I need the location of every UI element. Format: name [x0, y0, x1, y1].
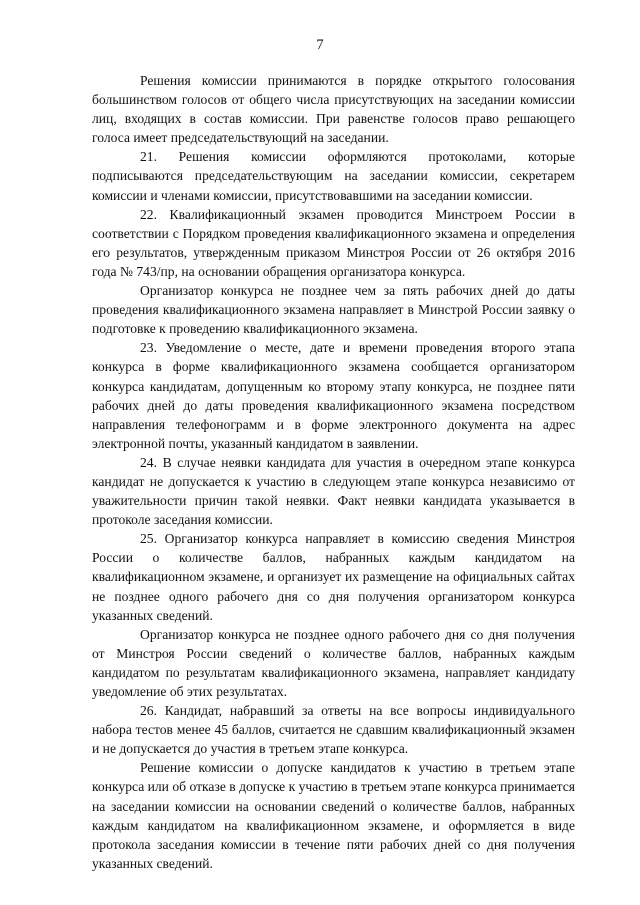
paragraph-25-results-publication: 25. Организатор конкурса направляет в комиссию сведения Минстроя России о количестве баллов, набранных каждым кандидатом на квалификационном экзамене, и организует их размещение на официальных сайтах не позднее одного рабочего дня со дня получения организатором конкурса указанных сведений. — [92, 531, 575, 623]
paragraph-23-notification: 23. Уведомление о месте, дате и времени проведения второго этапа конкурса в форме квалификационного экзамена сообщается организатором конкурса кандидатам, допущенным ко второму этапу конкурса, не позднее пяти рабочих дней до даты проведения квалификационного экзамена посредством направления телефонограмм и в форме электронного документа на адрес электронной почты, указанный кандидатом в заявлении. — [92, 340, 575, 451]
paragraph-21-protocols: 21. Решения комиссии оформляются протоколами, которые подписываются председательствующим на заседании комиссии, секретарем комиссии и членами комиссии, присутствовавшими на заседании комиссии. — [92, 149, 575, 203]
paragraph-admission-decision: Решение комиссии о допуске кандидатов к участию в третьем этапе конкурса или об отказе в допуске к участию в третьем этапе конкурса принимается на заседании комиссии на основании сведений о количестве баллов, набранных каждым кандидатом на квалификационном экзамене, и оформляется в виде протокола заседания комиссии в течение пяти рабочих дней со дня получения указанных сведений. — [92, 760, 575, 871]
paragraph-22-qualification-exam: 22. Квалификационный экзамен проводится Минстроем России в соответствии с Порядком проведения квалификационного экзамена и определения его результатов, утвержденным приказом Минстроя России от 26 октября 2016 года № 743/пр, на основании обращения организатора конкурса. — [92, 206, 575, 279]
paragraph-exam-request: Организатор конкурса не позднее чем за пять рабочих дней до даты проведения квалификационного экзамена направляет в Минстрой России заявку о подготовке к проведению квалификационного экзамена. — [92, 283, 575, 337]
paragraph-26-passing-score: 26. Кандидат, набравший за ответы на все вопросы индивидуального набора тестов менее 45 баллов, считается не сдавшим квалификационный экзамен и не допускается до участия в третьем этапе конкурса. — [92, 703, 575, 757]
paragraph-voting-rules: Решения комиссии принимаются в порядке открытого голосования большинством голосов от общего числа присутствующих на заседании комиссии лиц, входящих в состав комиссии. При равенстве голосов право решающего голоса имеет председательствующий на заседании. — [92, 73, 575, 146]
page-number: 7 — [316, 37, 324, 53]
paragraph-results-notification: Организатор конкурса не позднее одного рабочего дня со дня получения от Минстроя России сведений о количестве баллов, набранных каждым кандидатом по результатам квалификационного экзамена, направляет кандидату уведомление об этих результатах. — [92, 626, 575, 699]
paragraph-24-absence: 24. В случае неявки кандидата для участия в очередном этапе конкурса кандидат не допускается к участию в следующем этапе конкурса независимо от уважительности причин такой неявки. Факт неявки кандидата указывается в протоколе заседания комиссии. — [92, 454, 575, 528]
document-body — [92, 71, 575, 873]
